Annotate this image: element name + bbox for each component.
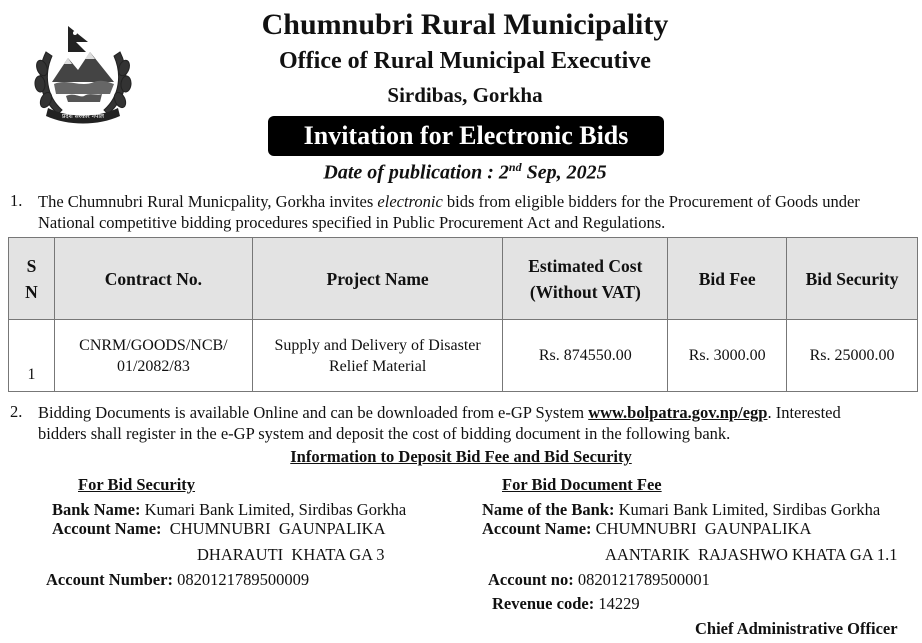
egp-link[interactable]: www.bolpatra.gov.np/egp bbox=[588, 403, 768, 422]
paragraph-1-line-1: The Chumnubri Rural Municpality, Gorkha invites electronic bids from eligible bidders for the Procurement of Goods under bbox=[38, 192, 860, 211]
government-emblem bbox=[28, 22, 138, 130]
header-bid-security: Bid Security bbox=[787, 238, 918, 320]
organization-name: Chumnubri Rural Municipality bbox=[261, 8, 669, 41]
bid-table bbox=[8, 237, 918, 392]
bid-document-account-name-line2: AANTARIK RAJASHWO KHATA GA 1.1 bbox=[605, 545, 898, 564]
table-header-row bbox=[9, 238, 918, 320]
emblem-motto: प्रदेश सरकार नेपाल bbox=[62, 113, 104, 120]
header-sn: S N bbox=[9, 238, 55, 320]
bid-document-bank: Name of the Bank: Kumari Bank Limited, Sirdibas Gorkha bbox=[482, 500, 881, 519]
header-contract-no: Contract No. bbox=[54, 238, 252, 320]
notice-title-banner: Invitation for Electronic Bids bbox=[268, 116, 664, 156]
bid-security-account-number: Account Number: 0820121789500009 bbox=[46, 570, 310, 589]
publication-date: Date of publication : 2nd Sep, 2025 bbox=[323, 160, 607, 184]
bid-document-title: For Bid Document Fee bbox=[502, 475, 662, 494]
deposit-info-title: Information to Deposit Bid Fee and Bid Security bbox=[290, 447, 632, 466]
paragraph-2-line-1: Bidding Documents is available Online and can be downloaded from e-GP System www.bolpatra.gov.np/egp. Interested bbox=[38, 403, 841, 422]
bid-security-title: For Bid Security bbox=[78, 475, 196, 494]
paragraph-2-number: 2. bbox=[10, 402, 23, 421]
office-location: Sirdibas, Gorkha bbox=[387, 83, 543, 107]
bid-document-revenue-code: Revenue code: 14229 bbox=[492, 594, 640, 613]
bid-document-account-name: Account Name: CHUMNUBRI GAUNPALIKA bbox=[482, 519, 812, 538]
bid-security-account-name: Account Name: CHUMNUBRI GAUNPALIKA bbox=[52, 519, 386, 538]
cell-bid-fee: Rs. 3000.00 bbox=[668, 320, 787, 392]
bid-document-account-number: Account no: 0820121789500001 bbox=[488, 570, 710, 589]
header-estimated-cost: Estimated Cost (Without VAT) bbox=[503, 238, 668, 320]
cell-bid-security: Rs. 25000.00 bbox=[787, 320, 918, 392]
header-project-name: Project Name bbox=[252, 238, 503, 320]
paragraph-2-line-2: bidders shall register in the e-GP system and deposit the cost of bidding document in the following bank. bbox=[38, 424, 731, 443]
cell-sn: 1 bbox=[9, 320, 55, 392]
office-name: Office of Rural Municipal Executive bbox=[279, 48, 651, 74]
cell-project-name: Supply and Delivery of Disaster Relief Material bbox=[252, 320, 503, 392]
header-bid-fee: Bid Fee bbox=[668, 238, 787, 320]
bid-security-account-name-line2: DHARAUTI KHATA GA 3 bbox=[197, 545, 385, 564]
paragraph-1-number: 1. bbox=[10, 191, 23, 210]
paragraph-1-line-2: National competitive bidding procedures specified in Public Procurement Act and Regulations. bbox=[38, 213, 666, 232]
bid-security-bank: Bank Name: Kumari Bank Limited, Sirdibas Gorkha bbox=[52, 500, 407, 519]
cell-estimated-cost: Rs. 874550.00 bbox=[503, 320, 668, 392]
cell-contract-no: CNRM/GOODS/NCB/ 01/2082/83 bbox=[54, 320, 252, 392]
signatory-title: Chief Administrative Officer bbox=[695, 619, 898, 638]
table-row bbox=[9, 320, 918, 392]
